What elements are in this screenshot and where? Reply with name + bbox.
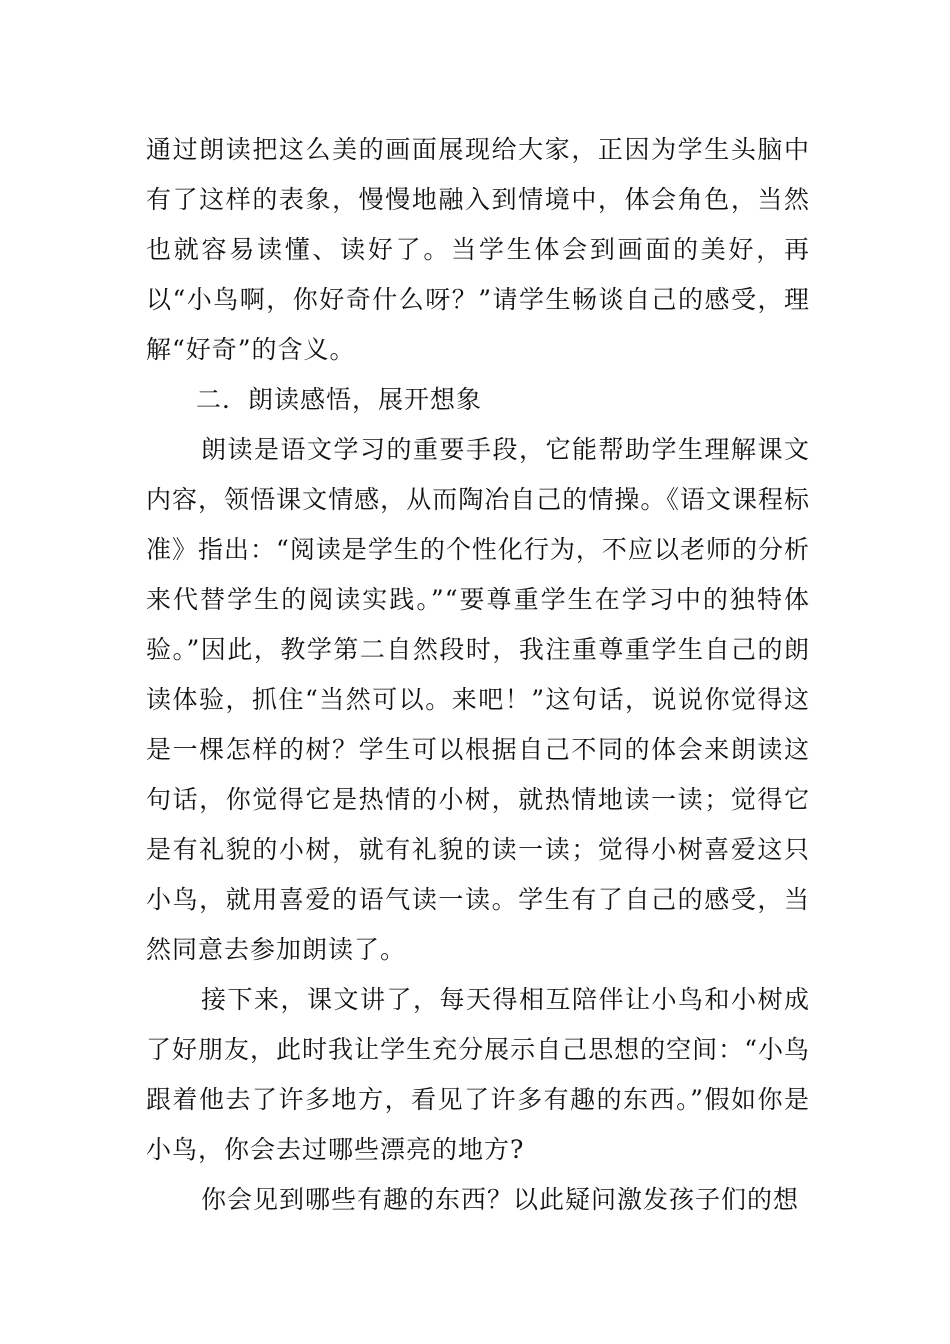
section-heading: 二．朗读感悟，展开想象 [196, 385, 483, 414]
paragraph-2: 朗读是语文学习的重要手段，它能帮助学生理解课文内容，领悟课文情感，从而陶冶自己的情操。《语文课程标准》指出：“阅读是学生的个性化行为，不应以老师的分析来代替学生的阅读实践。”“要尊重学生在学习中的独特体验。”因此，教学第二自然段时，我注重尊重学生自己的朗读体验，抓住“当然可以。来吧！”这句话，说说你觉得这是一棵怎样的树？学生可以根据自己不同的体会来朗读这句话，你觉得它是热情的小树，就热情地读一读；觉得它是有礼貌的小树，就有礼貌的读一读；觉得小树喜爱这只小鸟，就用喜爱的语气读一读。学生有了自己的感受，当然同意去参加朗读了。 [146, 435, 810, 964]
paragraph-1: 通过朗读把这么美的画面展现给大家，正因为学生头脑中有了这样的表象，慢慢地融入到情境中，体会角色，当然也就容易读懂、读好了。当学生体会到画面的美好，再以“小鸟啊，你好奇什么呀？”请学生畅谈自己的感受，理解“好奇”的含义。 [146, 135, 810, 364]
document-body [146, 125, 810, 1225]
paragraph-3: 接下来，课文讲了，每天得相互陪伴让小鸟和小树成了好朋友，此时我让学生充分展示自己思想的空间：“小鸟跟着他去了许多地方，看见了许多有趣的东西。”假如你是小鸟，你会去过哪些漂亮的地方? [146, 985, 810, 1164]
paragraph-4: 你会见到哪些有趣的东西？以此疑问激发孩子们的想 [201, 1185, 800, 1214]
